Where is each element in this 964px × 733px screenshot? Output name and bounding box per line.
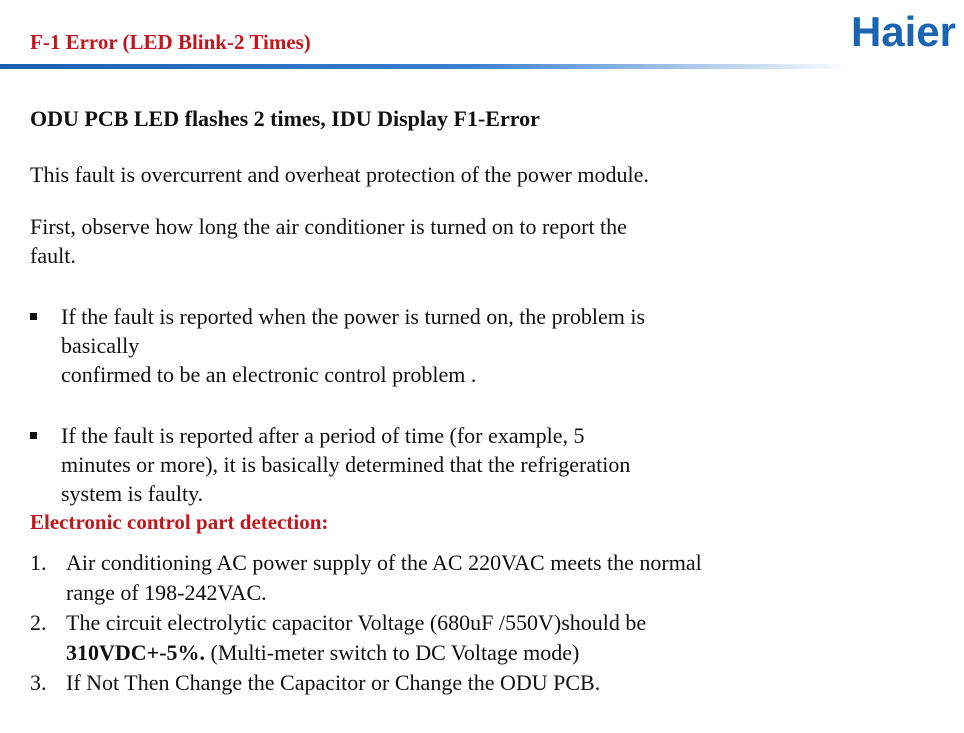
step-text: If Not Then Change the Capacitor or Change the ODU PCB. — [66, 670, 601, 695]
step-text: range of 198-242VAC. — [66, 580, 267, 605]
fault-description: This fault is overcurrent and overheat protection of the power module. — [30, 162, 649, 187]
list-item — [30, 668, 810, 698]
section-heading: ODU PCB LED flashes 2 times, IDU Display F1-Error — [30, 106, 540, 131]
bullet-item-power-on — [30, 302, 750, 389]
step-text: The circuit electrolytic capacitor Voltage (680uF /550V)should be — [66, 610, 647, 635]
step-text: (Multi-meter switch to DC Voltage mode) — [205, 640, 580, 665]
bullet-line: basically — [61, 333, 140, 358]
list-item — [30, 548, 810, 608]
page-title: F-1 Error (LED Blink-2 Times) — [30, 30, 311, 54]
square-bullet-icon — [30, 313, 37, 320]
observe-line-2: fault. — [30, 243, 76, 268]
square-bullet-icon — [30, 432, 37, 439]
observe-instruction — [30, 212, 730, 270]
bullet-line: If the fault is reported when the power is turned on, the problem is — [61, 304, 646, 329]
detection-section-title: Electronic control part detection: — [30, 510, 329, 534]
haier-logo: Haier — [850, 8, 956, 55]
step-number: 3. — [30, 670, 47, 695]
voltage-spec: 310VDC+-5%. — [66, 640, 206, 665]
bullet-line: If the fault is reported after a period of time (for example, 5 — [61, 423, 585, 448]
bullet-line: system is faulty. — [61, 481, 204, 506]
header-divider — [0, 64, 850, 69]
bullet-line: confirmed to be an electronic control problem . — [61, 362, 477, 387]
detection-steps-list — [30, 548, 810, 698]
step-number: 2. — [30, 610, 47, 635]
list-item — [30, 608, 810, 668]
bullet-item-after-time — [30, 421, 750, 508]
step-number: 1. — [30, 550, 47, 575]
step-text: Air conditioning AC power supply of the AC 220VAC meets the normal — [66, 550, 702, 575]
bullet-line: minutes or more), it is basically determined that the refrigeration — [61, 452, 631, 477]
observe-line-1: First, observe how long the air conditioner is turned on to report the — [30, 214, 627, 239]
